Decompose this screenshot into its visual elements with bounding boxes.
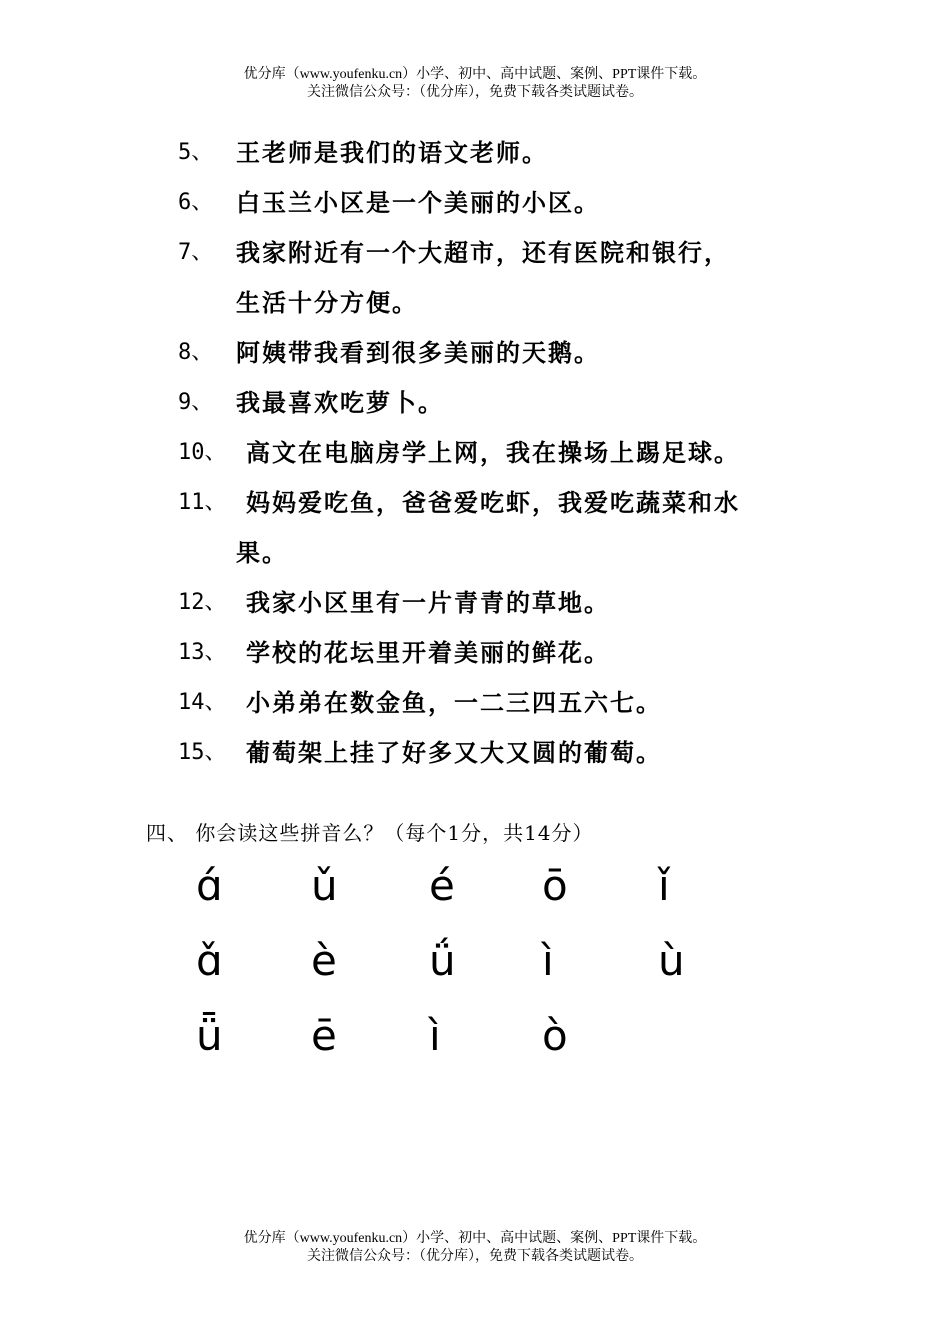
sentence-number: 9、 (178, 390, 214, 415)
sentence-text: 我最喜欢吃萝卜。 (236, 388, 444, 417)
sentence-13 (178, 628, 858, 678)
sentence-number: 10、 (178, 440, 227, 465)
pinyin-row-2 (196, 930, 756, 1005)
sentence-text: 我家小区里有一片青青的草地。 (246, 588, 610, 617)
sentence-8 (178, 328, 858, 378)
sentence-7 (178, 228, 858, 278)
sentence-text: 高文在电脑房学上网，我在操场上踢足球。 (246, 438, 740, 467)
sentence-number: 14、 (178, 690, 227, 715)
sentence-continuation: 生活十分方便。 (236, 288, 418, 317)
sentence-number: 7、 (178, 240, 214, 265)
sentence-number: 12、 (178, 590, 227, 615)
pinyin-grid (196, 855, 756, 1080)
sentence-12 (178, 578, 858, 628)
pinyin-row-1 (196, 855, 756, 930)
footer-line-1: 优分库（www.youfenku.cn）小学、初中、高中试题、案例、PPT课件下载。 (243, 1231, 707, 1246)
sentence-11-continued (178, 528, 858, 578)
sentence-number: 13、 (178, 640, 227, 665)
sentence-text: 学校的花坛里开着美丽的鲜花。 (246, 638, 610, 667)
pinyin-syllable: ɑ́ (196, 861, 223, 910)
pinyin-syllable: ò (542, 1011, 568, 1060)
pinyin-syllable: ǖ (196, 1011, 223, 1060)
sentence-text: 葡萄架上挂了好多又大又圆的葡萄。 (246, 738, 662, 767)
sentence-7-continued (178, 278, 858, 328)
sentence-text: 阿姨带我看到很多美丽的天鹅。 (236, 338, 600, 367)
header-line-1: 优分库（www.youfenku.cn）小学、初中、高中试题、案例、PPT课件下载。 (243, 67, 707, 82)
pinyin-syllable: ì (429, 1011, 441, 1060)
pinyin-syllable: é (429, 861, 455, 910)
sentence-text: 妈妈爱吃鱼，爸爸爱吃虾，我爱吃蔬菜和水 (246, 488, 740, 517)
pinyin-syllable: ù (658, 936, 685, 985)
sentence-text: 我家附近有一个大超市，还有医院和银行， (236, 238, 730, 267)
sentence-number: 5、 (178, 140, 214, 165)
sentence-6 (178, 178, 858, 228)
sentence-9 (178, 378, 858, 428)
sentence-number: 11、 (178, 490, 227, 515)
sentence-11 (178, 478, 858, 528)
sentence-5 (178, 128, 858, 178)
sentence-number: 8、 (178, 340, 214, 365)
pinyin-row-3 (196, 1005, 756, 1080)
pinyin-syllable: ǐ (658, 861, 670, 910)
pinyin-syllable: è (311, 936, 337, 985)
sentence-continuation: 果。 (236, 538, 288, 567)
section-four-title: 四、 你会读这些拼音么？（每个1分，共14分） (146, 821, 594, 845)
pinyin-syllable: ǔ (311, 861, 338, 910)
sentence-number: 15、 (178, 740, 227, 765)
pinyin-syllable: ē (311, 1011, 337, 1060)
sentence-list (178, 128, 858, 778)
sentence-number: 6、 (178, 190, 214, 215)
sentence-text: 小弟弟在数金鱼，一二三四五六七。 (246, 688, 662, 717)
page-header (0, 66, 950, 102)
pinyin-syllable: ì (542, 936, 554, 985)
sentence-10 (178, 428, 858, 478)
sentence-text: 王老师是我们的语文老师。 (236, 138, 548, 167)
page-footer (0, 1230, 950, 1266)
pinyin-syllable: ɑ̌ (196, 936, 223, 985)
pinyin-syllable: ō (542, 861, 568, 910)
sentence-14 (178, 678, 858, 728)
pinyin-syllable: ǘ (429, 936, 456, 985)
header-line-2: 关注微信公众号：（优分库），免费下载各类试题试卷。 (307, 85, 643, 100)
sentence-text: 白玉兰小区是一个美丽的小区。 (236, 188, 600, 217)
sentence-15 (178, 728, 858, 778)
footer-line-2: 关注微信公众号：（优分库），免费下载各类试题试卷。 (307, 1249, 643, 1264)
